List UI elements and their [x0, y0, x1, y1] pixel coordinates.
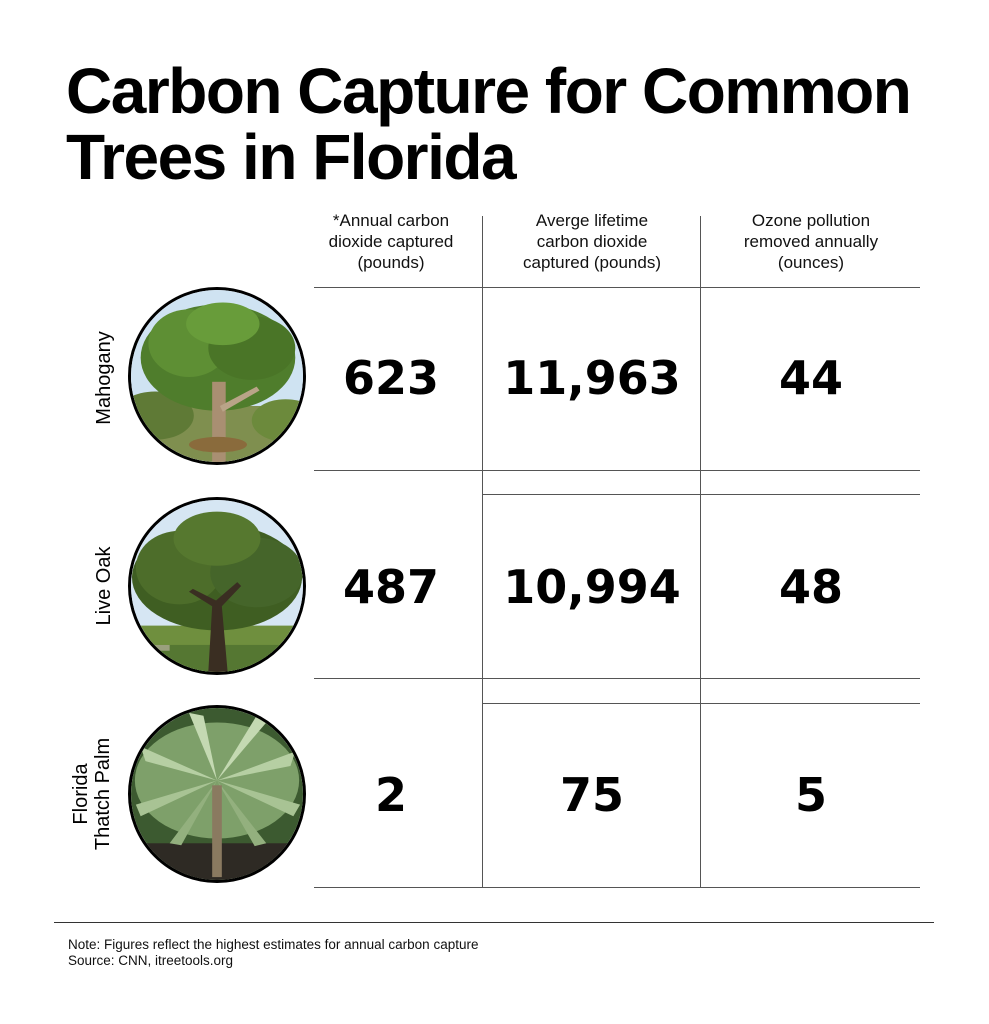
column-divider-2 — [700, 216, 701, 888]
live-oak-tree-photo — [128, 497, 306, 675]
cell-live-oak-lifetime-co2: 10,994 — [503, 560, 681, 614]
row-divider — [482, 703, 920, 704]
title-line-2: Trees in Florida — [66, 121, 516, 193]
cell-thatch-palm-ozone: 5 — [794, 768, 827, 822]
row-divider — [314, 887, 920, 888]
cell-mahogany-annual-co2: 623 — [342, 351, 440, 405]
thatch-palm-photo — [128, 705, 306, 883]
footer-divider — [54, 922, 934, 923]
row-divider — [314, 470, 920, 471]
footnote-source: Source: CNN, itreetools.org — [68, 953, 234, 968]
cell-mahogany-ozone: 44 — [778, 351, 843, 405]
mahogany-tree-photo — [128, 287, 306, 465]
column-divider-1 — [482, 216, 483, 888]
row-divider — [314, 678, 920, 679]
column-header-ozone: Ozone pollution removed annually (ounces) — [743, 211, 879, 272]
cell-live-oak-ozone: 48 — [778, 560, 843, 614]
column-header-annual-co2: *Annual carbon dioxide captured (pounds) — [328, 211, 454, 272]
column-header-lifetime-co2: Averge lifetime carbon dioxide captured (pounds) — [523, 211, 661, 272]
cell-thatch-palm-annual-co2: 2 — [374, 768, 407, 822]
cell-thatch-palm-lifetime-co2: 75 — [559, 768, 624, 822]
cell-live-oak-annual-co2: 487 — [342, 560, 440, 614]
row-divider — [314, 287, 920, 288]
footnote-note: Note: Figures reflect the highest estimates for annual carbon capture — [68, 937, 479, 952]
row-divider — [482, 494, 920, 495]
page-title — [66, 55, 966, 193]
footnote — [68, 937, 478, 969]
cell-mahogany-lifetime-co2: 11,963 — [503, 351, 681, 405]
title-line-1: Carbon Capture for Common — [66, 55, 911, 127]
